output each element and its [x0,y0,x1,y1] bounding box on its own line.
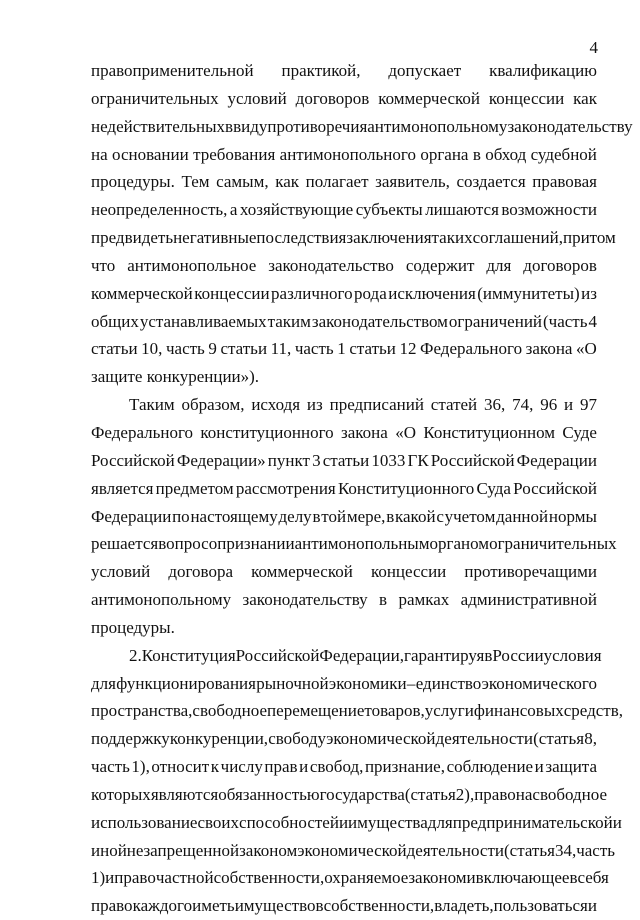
word: способностей [239,812,339,832]
word: использование [91,812,198,832]
word: конкуренции, [169,729,269,749]
word: административной [460,590,597,610]
word: 97 [580,395,597,415]
text-line [91,57,597,85]
word: защита [545,757,597,777]
word: свободное [532,784,608,804]
word: концессии [488,88,565,108]
word: условий [227,88,287,108]
word: 1033 [371,450,406,470]
word: часть [91,757,130,777]
word: пространства, [91,701,193,721]
word: рыночной [256,673,329,693]
word: самым, [216,172,269,192]
word: настоящему [190,506,278,526]
word: законом [239,840,298,860]
word: пункт [267,450,310,470]
word: антимонопольному [367,116,508,136]
word: относит [151,757,210,777]
text-line [91,530,617,558]
text-line [91,614,597,642]
word: пользоваться [493,896,588,916]
word: допускает [388,61,462,80]
word: прав [264,757,298,777]
word: 11, [270,339,292,359]
word: таким [267,311,311,331]
word: правоприменительной [91,61,254,80]
word: и [612,812,622,832]
word: экономического [481,673,597,693]
word: является [91,478,154,498]
word: ограничительных [489,534,617,554]
word: данной [496,506,549,526]
word: органом [429,534,490,554]
word: финансовых [473,701,564,721]
word: рода [354,283,387,303]
word: соблюдение [446,757,534,777]
word: притом [562,228,616,248]
word: Конституционного [337,478,475,498]
word: перемещение [267,701,365,721]
word: антимонопольного [279,144,416,164]
word: что [91,255,116,275]
word: решается [91,534,159,554]
word: негативные [173,228,257,248]
word: (статья [533,729,585,749]
word: соглашений, [472,228,563,248]
word: предметом [155,478,234,498]
word: 3 [312,450,321,470]
text-line [91,419,597,447]
word: неопределенность, [91,200,228,220]
word: Российской [513,478,597,498]
word: ограничительных [91,88,219,108]
word: для [486,255,512,275]
word: и [587,896,597,916]
word: предвидеть [91,228,174,248]
word: обязанностью [218,784,320,804]
paragraph [91,642,624,920]
word: договора [168,562,233,582]
text-line [91,308,597,336]
word: антимонопольным [294,534,430,554]
word: средств, [563,701,624,721]
word: государства [319,784,405,804]
text-line [91,642,602,670]
word: своих [197,812,240,832]
word: законодательство [268,255,394,275]
paragraph [91,391,617,642]
word: каждого [132,896,193,916]
document-body [91,57,633,920]
word: Тем [181,172,210,192]
word: свободу [268,729,326,749]
word: себя [577,868,609,888]
word: условия [543,645,602,665]
word: в [315,896,324,916]
word: Федерации [91,506,172,526]
word: основании [112,144,189,164]
word: деятельности [406,840,504,860]
word: право [114,868,156,888]
text-line [91,391,597,419]
word: общих [91,311,139,331]
word: 1) [91,868,106,888]
word: статьи [349,339,396,359]
word: (статья [404,784,456,804]
word: как [573,88,597,108]
word: договоров [523,255,597,275]
word: закона [341,422,388,442]
word: какой [395,506,436,526]
word: таких [431,228,473,248]
word: не [126,840,144,860]
word: 9 [208,339,217,359]
word: 10, [141,339,163,359]
word: ограничений [448,311,543,331]
word: (иммунитеты) [477,283,580,303]
text-line [91,363,597,391]
word: условий [91,562,151,582]
word: противоречащими [464,562,597,582]
word: заключения [346,228,432,248]
word: охраняемое [324,868,409,888]
word: часть [576,840,616,860]
word: имущества [348,812,428,832]
word: концессии [370,562,447,582]
word: ГК [407,450,429,470]
word: ввиду [225,116,268,136]
word: образом, [181,395,245,415]
text-line [91,586,597,614]
word: 36, [484,395,506,415]
word: учетом [444,506,496,526]
word: с [436,506,444,526]
word: последствия [256,228,347,248]
word: законодательству [242,590,368,610]
word: процедуры. [91,172,175,192]
page-number: 4 [589,38,598,57]
word: концессии [194,283,270,303]
text-line [91,447,597,475]
text-line [91,864,609,892]
word: и [564,395,574,415]
word: и [338,812,349,832]
word: статьи [91,339,138,359]
word: хозяйствующие [239,200,354,220]
word: и [534,757,544,777]
word: практикой, [281,61,361,80]
word: коммерческой [378,88,480,108]
text-line [91,280,597,308]
word: Российской [430,450,515,470]
word: владеть, [434,896,494,916]
word: признание, [364,757,445,777]
text-line [91,670,597,698]
word: требования [193,144,276,164]
text-line [91,837,616,865]
text-line [91,168,597,196]
text-line [91,141,597,169]
text-line [91,475,597,503]
word: деятельности [435,729,533,749]
word: в [312,506,321,526]
word: процедуры. [91,617,175,637]
word: правовая [532,172,597,192]
word: Российской [235,645,320,665]
word: различного [271,283,353,303]
word: товаров, [364,701,425,721]
word: предпринимательской [452,812,613,832]
word: статьи [322,450,370,470]
word: законодательству [507,116,633,136]
word: являются [150,784,219,804]
word: лишаются [425,200,499,220]
word: (часть [542,311,588,331]
word: экономической [326,729,436,749]
word: Таким [129,395,175,415]
word: из [581,283,597,303]
word: для [91,673,116,693]
text-line [91,809,622,837]
word: и [464,701,474,721]
word: предписаний [329,395,424,415]
word: исходя [251,395,301,415]
word: Конституционном [423,422,556,442]
word: иметь [192,896,235,916]
word: заявитель, [375,172,450,192]
word: запрещенной [143,840,240,860]
text-line [91,558,597,586]
word: «О [395,422,416,442]
word: функционирования [116,673,256,693]
word: 74, [512,395,534,415]
word: той [321,506,347,526]
word: часть [294,339,334,359]
word: антимонопольное [127,255,257,275]
word: Федерального [91,422,194,442]
word: включающее [475,868,570,888]
word: Суде [562,422,597,442]
word: о [208,534,218,554]
word: признании [217,534,295,554]
word: частной [155,868,214,888]
text-line [91,85,597,113]
word: конкуренции»). [146,367,260,387]
word: а [229,200,238,220]
word: защите [91,367,143,387]
word: коммерческой [251,562,353,582]
word: для [427,812,453,832]
word: содержит [405,255,475,275]
word: и [466,868,476,888]
word: недействительных [91,116,226,136]
word: в [484,645,493,665]
word: 96 [540,395,558,415]
word: 1), [131,757,150,777]
word: экономики [328,673,407,693]
word: 4 [588,311,597,331]
word: Федерации [516,450,597,470]
word: «О [576,339,597,359]
word: в [386,506,395,526]
word: единство [415,673,482,693]
word: 12 [399,339,417,359]
word: в [379,590,388,610]
word: иной [91,840,127,860]
word: 1 [337,339,346,359]
word: коммерческой [91,283,193,303]
text-line [91,224,616,252]
word: статьи [220,339,268,359]
word: Федерального [420,339,523,359]
word: экономической [297,840,407,860]
word: субъекты [355,200,423,220]
word: к [210,757,220,777]
word: Федерации» [176,450,266,470]
word: часть [165,339,205,359]
word: создается [456,172,526,192]
text-line [91,697,624,725]
word: 8, [584,729,597,749]
word: Российской [91,450,175,470]
word: устанавливаемых [139,311,267,331]
word: и [299,757,309,777]
word: как [275,172,300,192]
word: противоречия [267,116,368,136]
word: в [472,144,481,164]
word: числу [220,757,263,777]
word: обход [485,144,527,164]
word: полагает [305,172,369,192]
word: мере, [346,506,386,526]
text-line [91,335,597,363]
word: вопрос [158,534,209,554]
paragraph [91,57,633,391]
word: квалификацию [489,61,597,80]
text-line [91,196,597,224]
word: собственности, [213,868,325,888]
word: нормы [548,506,597,526]
text-line [91,753,597,781]
word: которых [91,784,151,804]
word: свобод, [309,757,364,777]
word: судебной [530,144,597,164]
word: на [515,784,533,804]
text-line [91,503,597,531]
word: в [569,868,578,888]
word: имущество [234,896,316,916]
word: из [306,395,323,415]
word: договоров [295,88,370,108]
word: закона [525,339,573,359]
text-line [91,113,633,141]
word: и [105,868,115,888]
word: России [492,645,544,665]
word: Суда [476,478,511,498]
word: – [406,673,416,693]
word: право [474,784,516,804]
word: услуг [424,701,465,721]
word: делу [278,506,312,526]
word: статей [430,395,478,415]
word: Конституция [141,645,236,665]
word: 2. [129,645,142,665]
word: свободное [192,701,268,721]
word: (статья [503,840,555,860]
text-line [91,252,597,280]
word: на [91,144,108,164]
word: Федерации, [319,645,404,665]
word: собственности, [323,896,435,916]
word: конституционного [200,422,334,442]
word: 34, [554,840,577,860]
word: законодательством [311,311,448,331]
word: поддержку [91,729,170,749]
word: право [91,896,133,916]
word: 2), [455,784,475,804]
word: антимонопольному [91,590,232,610]
word: рамках [398,590,450,610]
word: возможности [501,200,597,220]
word: законом [408,868,467,888]
text-line [91,781,608,809]
word: исключения [388,283,476,303]
word: рассмотрения [235,478,336,498]
text-line [91,892,597,920]
word: по [172,506,190,526]
word: органа [420,144,469,164]
word: гарантируя [403,645,485,665]
text-line [91,725,597,753]
